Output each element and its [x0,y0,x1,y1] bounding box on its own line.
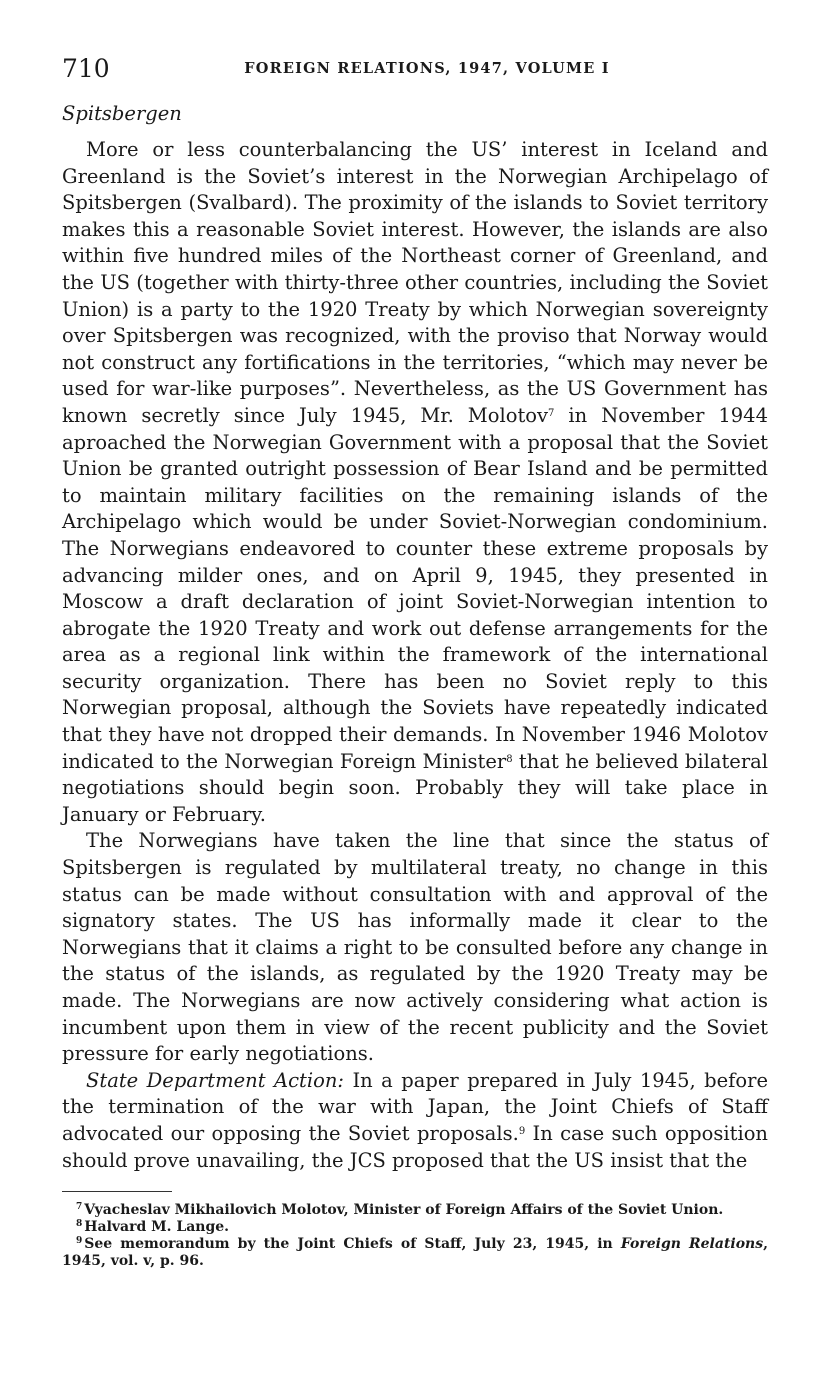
paragraph-1-part-b: in November 1944 aproached the Norwegian Government with a proposal that the Soviet Union be granted outright possession of Bear Island and be permitted to maintain military facilities on the remaining islands of the Archipelago which would be under Soviet-Norwegian condominium. The Norwegians endeavored to counter these extreme proposals by advancing milder ones, and on April 9, 1945, they presented in Moscow a draft declaration of joint Soviet-Norwegian intention to abrogate the 1920 Treaty and work out defense arrangements for the area as a regional link within the framework of the international security organization. There has been no Soviet reply to this Norwegian proposal, although the Soviets have repeatedly indicated that they have not dropped their demands. In November 1946 Molotov indicated to the Norwegian Foreign Minister [62,403,768,773]
running-head: FOREIGN RELATIONS, 1947, VOLUME I [244,60,610,77]
footnote-ref-9: 9 [518,1125,526,1137]
page-header [62,54,768,84]
footnote-mark-7: 7 [76,1202,83,1212]
paragraph-1-part-c: that he believed bilateral negotiations should begin soon. Probably they will take place in January or February. [62,749,769,826]
paragraph-2: The Norwegians have taken the line that since the status of Spitsbergen is regulated by multilateral treaty, no change in this status can be made without consultation with and approval of the signatory states. The US has informally made it clear to the Norwegians that it claims a right to be consulted before any change in the status of the islands, as regulated by the 1920 Treaty may be made. The Norwegians are now actively considering what action is incumbent upon them in view of the recent publicity and the Soviet pressure for early negotiations. [62,829,768,1066]
footnote-rule [62,1191,172,1192]
paragraph-1 [62,137,768,828]
body-text [62,137,768,1174]
footnote-ref-7: 7 [548,407,555,419]
footnote-7 [62,1202,768,1219]
footnote-8-text: Halvard M. Lange. [84,1219,230,1235]
paragraph-3-part-a: In a paper prepared in July 1945, before the termination of the war with Japan, the Joint Chiefs of Staff advocated our opposing the Soviet proposals. [62,1068,768,1145]
footnote-mark-9: 9 [76,1236,83,1246]
section-title: Spitsbergen [62,102,182,125]
page-number: 710 [62,54,110,83]
footnote-ref-8: 8 [506,753,513,765]
footnote-9 [62,1236,768,1270]
paragraph-3 [62,1068,768,1174]
paragraph-3-part-b: In case such opposition should prove unavailing, the JCS proposed that the US insist that the [62,1121,768,1172]
footnote-7-text: Vyacheslav Mikhailovich Molotov, Minister of Foreign Affairs of the Soviet Union. [84,1202,724,1218]
footnote-8 [62,1219,768,1236]
footnotes [62,1202,768,1270]
paragraph-1-part-a: More or less counterbalancing the US’ interest in Iceland and Greenland is the Soviet’s interest in the Norwegian Archipelago of Spitsbergen (Svalbard). The proximity of the islands to Soviet territory makes this a reasonable Soviet interest. However, the islands are also within five hundred miles of the Northeast corner of Greenland, and the US (together with thirty-three other countries, including the Soviet Union) is a party to the 1920 Treaty by which Norwegian sovereignty over Spitsbergen was recognized, with the proviso that Norway would not construct any fortifications in the territories, “which may never be used for war-like purposes”. Nevertheless, as the US Government has known secretly since July 1945, Mr. Molotov [62,138,768,427]
paragraph-3-lead: State Department Action: [86,1068,344,1092]
footnote-mark-8: 8 [76,1219,83,1229]
footnote-9-title: Foreign Relations [620,1236,764,1252]
footnote-9-text: See memorandum by the Joint Chiefs of Staff, July 23, 1945, in [84,1236,621,1252]
footnote-9-tail: , 1945, vol. v, p. 96. [62,1236,768,1269]
